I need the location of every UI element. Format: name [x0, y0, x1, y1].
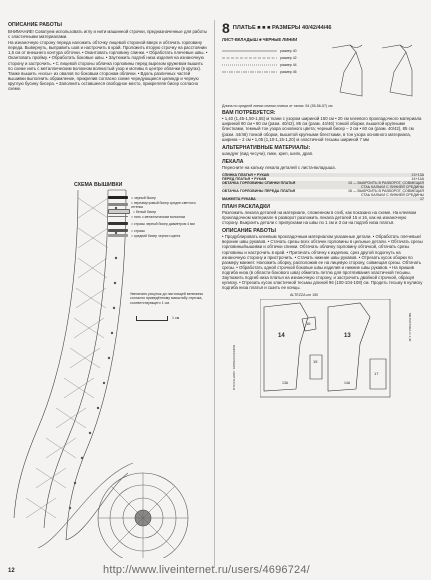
size-label: размер 44: [280, 63, 297, 67]
size-label: размер 46: [280, 70, 297, 74]
legend-item: = белый бисер: [108, 209, 208, 214]
embroidery-scheme: [8, 188, 213, 558]
size-lines: [222, 47, 312, 77]
piece-label: 14: [278, 333, 285, 340]
model-number-badge: 8: [222, 20, 230, 36]
scheme-legend: [108, 195, 208, 238]
piece-label: 16: [306, 321, 311, 327]
scheme-title: СХЕМА ВЫШИВКИ: [74, 182, 123, 188]
work-title: ОПИСАНИЕ РАБОТЫ: [222, 228, 276, 235]
description-title: ОПИСАНИЕ РАБОТЫ: [8, 22, 62, 28]
fold-label: DOPPIO INTERO - DRITTO FILO: [232, 345, 236, 391]
patterns-text: Пересните на кальку лекала деталей с листа-вкладыша.: [222, 164, 336, 170]
source-url[interactable]: http://www.liveinternet.ru/users/4696724/: [103, 564, 310, 576]
meter-label: METRATURA m 1,40: [408, 313, 412, 342]
legend-swatch: [108, 216, 128, 217]
piece-label: 13A: [282, 381, 289, 386]
legend-swatch: [108, 203, 128, 206]
alt-materials-title: АЛЬТЕРНАТИВНЫЕ МАТЕРИАЛЫ:: [222, 144, 311, 151]
legend-item: = стразы: [108, 228, 208, 233]
legend-swatch: [108, 209, 130, 214]
scale-note: Увеличить рисунок до настоящей величины согласно приведённому масштабу отрезка, соответствующего 1 см.: [130, 292, 204, 305]
legend-swatch: [108, 229, 128, 232]
column-divider: [214, 20, 215, 568]
attention-note: ВНИМАНИЕ! Соватуем использовать иглу и нити машинной строчки, предназначенные для работы с эластичными материалами.: [8, 29, 208, 40]
size-labels: [280, 48, 297, 76]
right-column: [222, 0, 424, 403]
requirements-text: • 1,40 (1,45-1,50-1,55) м ткани с узором шириной 150 см • 20 см клеевого прокладочного материала шириной 90 см • 80 см (разм. 40/42), 85 см (разм. 44/46) тонкой оборки, вышитой крупными блестками, темный тон узора основного цвета; черный бисер – 2 см • 60 см (разм. 40/42), 85 см (разм. 44/46) тонкой оборки, вышитой крупными блестками, в тон узора основного материала, ширина – 2 см • 1,05 (1,10-1,15-1,20) м эластичной тесьмы шириной 7 мм: [222, 116, 422, 142]
legend-item: = средний бисер черного цвета: [108, 233, 208, 238]
patterns-title: ЛЕКАЛА: [222, 158, 244, 165]
piece-label: 17: [374, 371, 379, 377]
cutting-layout: [222, 293, 424, 403]
layout-title: ПЛАН РАСКЛАДКИ: [222, 203, 271, 210]
work-text: • Продублировать клеевым прокладочным материалом указанные детали. • Обработать плечевые/верхние швы рукавов. • Стачать срезы всех обтачек горловины в цельные детали. • Обтачать срезы горловины/вышивки и обтачки спинки. Обтачать облачку горловину обтачкой, обтачать срезы горловины и настрочить в край. • Притачать обтачку к изделию, срез другой подогнуть на изнаночную сторону и пристрочить. • Стачать нижние швы рукавов. • Отрезать кусок оборки по размеру манжет. Наложить оборку, расположив ее на лицевую сторону, совмещая срезы. Обтачать срезы. • Обработать одной строчкой боковые швы изделия и нижние швы рукавов. • На пришив подгиба низа (в области бокового шва) обметать петлю для протягивания эластичной тесьмы. Заутюжить подгиб низа платья на изнаночную сторону, и застрочить двойной строчкой, образуя кулиску. • Отрезать кусок эластичной тесьмы длиной 96 (100-104-108) см. Продеть тесьму в кулиску подгиба низа платья и сшить ее концы.: [222, 234, 423, 291]
length-note: Длина по средней линии спинки платья от талии: 54 (55-56-57) см: [222, 104, 333, 108]
legend-item: = перламутровый бисер средне-светлого оттенка: [108, 200, 208, 209]
model-header: [222, 21, 424, 35]
dress-sketch: [322, 42, 422, 102]
parts-row: ПЕРЕД ПЛАТЬЯ + РУКАВ 14+14A: [222, 176, 424, 181]
pattern-sheet-subtitle: ЛИСТ-ВКЛАДЫШ ■ ЧЕРНЫЕ ЛИНИИ: [222, 37, 298, 42]
legend-item: = нить с металлическим волокном: [108, 214, 208, 219]
parts-table: [222, 173, 424, 201]
parts-row: ОБТАЧКА ГОРЛОВИНЫ ПЕРЕДА ПЛАТЬЯ 16 — ВЫКРОИТЬ В РАЗВОРОТ, СОВМЕЩАЯ СТАЬ КАЛЬКИ С ЛИНИЕЙ СРЕДИНЫ: [222, 188, 424, 197]
parts-row: ОБТАЧКА ГОРЛОВИНЫ СПИНКИ ПЛАТЬЯ 15 — ВЫКРОИТЬ В РАЗВОРОТ, СОВМЕЩАЯ СТАЬ КАЛЬКИ С ЛИНИЕЙ СРЕДИНЫ: [222, 180, 424, 189]
cutting-diagram: [260, 299, 400, 399]
size-lines-block: [222, 42, 424, 104]
legend-swatch: [108, 222, 128, 225]
size-label: размер 40: [280, 49, 297, 53]
legend-swatch: [108, 196, 128, 199]
legend-item: = стразы черный бисер диаметром 4 мм: [108, 219, 208, 228]
requirements-title: ВАМ ПОТРЕБУЕТСЯ:: [222, 110, 276, 117]
legend-item: = черный бисер: [108, 195, 208, 200]
piece-label: 14A: [344, 381, 351, 386]
piece-label: 13: [344, 333, 351, 340]
legend-swatch: [108, 234, 128, 237]
scale-label: 1 см: [172, 316, 180, 320]
description-text: На изнаночную сторону переда наложить обточку лицевой стороной вверх и обтачать горловину переда. Вывернуть, выправить шов и настрочить в край. Проложить вторую строчку на расстоянии 1,5 см от внешнего контура обточки. • Окантовать горловину спинки. • Обработать плечевые швы. • Окантовать пройму. • Обработать боковые швы. • Заутюжить подгиб низа изделия на изнаночную сторону и застрочить. • С лицевой стороны облачка горловины перед вырезом кружевом вышить по схеме нить с металлическим волокном волнистый узор и мотивы в центре облачки (в кругах). Также вышить «носы» из овалов по боковым сторонам облачки. • Вдоль различных частей вышивки выполнить обрамление, прикрепив согласно схеме чередующиеся цилиндр и черную круглую бусину бисера. • Заполнить оставшееся свободное место, прикрепляя бисер согласно схеме.: [8, 40, 208, 92]
page-number: 12: [8, 568, 15, 574]
size-label: размер 42: [280, 56, 297, 60]
layout-text: Разложить лекала деталей на материале, сложенном в сгиб, как показано на схеме. На клеевом прокладочном материале в разворот разложить лекала деталей 15 и 16, как на изнаночную сторону. Выкроить детали с припусками на швы по 1 см и 3 см на подгиб низа платья.: [222, 209, 417, 226]
piece-label: 15: [313, 359, 318, 365]
parts-row: СПИНКА ПЛАТЬЯ + РУКАВ 13+13A: [222, 172, 424, 177]
scale-bar: [136, 316, 168, 321]
parts-row: МАНЖЕТА РУКАВА 17: [222, 196, 424, 201]
alt-materials-text: шандунг (вид чесучи), пике, креп, шелк, драп.: [222, 150, 314, 156]
model-title: ПЛАТЬЕ ■ ■ ■ РАЗМЕРЫ 40/42/44/46: [232, 25, 332, 31]
fabric-width-label: ALTEZZA cm 150: [290, 293, 319, 298]
left-column: [8, 0, 208, 320]
